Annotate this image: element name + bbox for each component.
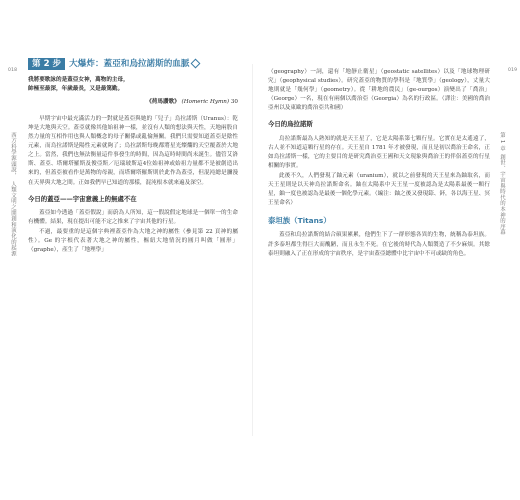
body-paragraph: 烏拉諾斯最為人熟知的就是天王星了，它是太陽系第七顆行星。它實在是太遙遠了，古人並不知道這顆行星的存在。天王星自 1781 年才被發現，而且是初以喬治王命名，正如烏拉諾斯一樣，它的主要目的是研究喬治亞王國和天文現象與喬治王的伴侶蓋亞的行星相關的事實。 (268, 135, 490, 169)
page-number-left: 018 (8, 68, 18, 73)
section-heading (28, 58, 238, 70)
running-head-right (498, 132, 505, 235)
running-head-left-subtitle: 人類文明之開創和演化的起源 (10, 180, 16, 256)
epigraph-line: 我將要歌詠的是蓋亞女神，萬物的主母， (28, 77, 129, 83)
book-spine (252, 64, 253, 436)
body-paragraph: 蓋亞如今透過「蓋亞假說」而蔚為人所知，這一假說假定地球是一個單一的生命有機體。結果，現在提出可能不定之推來了宇宙其他的行星。 (28, 209, 238, 225)
right-page-content (268, 68, 490, 260)
subheading: 今日的烏拉諾斯 (268, 120, 313, 129)
left-page-content (28, 58, 238, 256)
body-paragraph: 蓋亞和烏拉諾斯的結合碩果累累，他們生下了一群形態各異的生物，統稱為泰坦族。許多泰坦都生得巨大而醜陋，而且永生不死。在它後的時代為人類製造了不少麻煩。其餘泰坦則融入了正在形成的宇宙秩序，是宇宙蓋亞總體中比宇宙中不可或缺的角色。 (268, 232, 490, 257)
epigraph (28, 76, 238, 95)
running-head-right-title: 第 1 章 (499, 132, 505, 152)
section-subheading-titans: 泰坦族（Titans） (268, 216, 331, 226)
epigraph-source-num: 30 (230, 98, 238, 105)
body-paragraph: （geography）一詞，還有「地靜止衛星」（geostatic satellites）以及「地球物理研究」（geophysical studies）。研究蓋亞的物質的學科是「地質學」（geology），丈量大地則就是「幾何學」（geometry）。從「耕地的農民」（ge-ourgos）演變出了「喬治」（George）一名，現在有兩個以喬治亞（Georgia）為名的行政區。（譯注：美國的喬治亞州以及東歐的喬治亞共和國） (268, 69, 490, 112)
page-number-right: 019 (508, 68, 518, 73)
step-label: 第 2 步 (28, 58, 65, 70)
diamond-ornament-icon (191, 59, 201, 69)
epigraph-source-en: (Homeric Hymn) (181, 98, 230, 105)
body-paragraph: 不過，最要重的是這個字典裡蓋亞作為大地之神的屬性（參見第 22 頁神的屬性）。Ge 的字根代表著大地之神的屬性，樞紐大地情況的圓月叫做「圓形」（graphe），產生了「地理學」 (28, 228, 238, 254)
body-paragraph: 此後不久，人們發現了鈾元素（uranium），就以之前發現的天王星來為鈾取名，而天王星則是以天神烏拉諾斯命名。鈾在太陽系中天王星一度被認為是太陽系最後一顆行星，鈾一度也被認為是最後一個化學元素。（編注：鈾之後又發現錼、鈈，各以海王星、冥王星命名） (268, 172, 490, 207)
running-head-left (9, 132, 16, 256)
epigraph-source (28, 98, 238, 107)
epigraph-source-zh: 《荷馬讚歌》 (146, 98, 180, 105)
right-page (260, 64, 490, 436)
body-paragraph: 早期宇宙中最充滿活力的一對就是蓋亞與她的「兒子」烏拉諾斯（Uranus）：乾坤是大地與天空。蓋亞就像其他始祖神一樣，並沒有人類的想法與天性，天地兩股自然力量的互相作用也與人類概念的母子關係或亂倫無關。我們只需要知道蓋亞是陰性元素，而烏拉諾斯是陽性元素就夠了；烏拉諾斯每晚都將星光燦爛的天空覆蓋於大地之上。當然，我們也無法衡量這件事發生的時間，因為這時時間尚未誕生。儘管艾洛斯、蓋亞、塔爾塔羅斯及俊亞斯／厄瑞玻斯這4位始祖神或始祖力量都不是被創造出來的，但蓋亞被看作是萬物的母親，而塔爾塔羅斯則於此作為蓋亞，但混沌總是瀰漫在天界與大地之間。正如我們早已知道的那樣，混沌根本就來遍及深空。 (28, 115, 238, 186)
running-head-right-subtitle: 創世、宇宙與時代的本神的序幕 (499, 153, 505, 235)
section-title: 大爆炸：蓋亞和烏拉諾斯的血脈 (69, 58, 199, 70)
running-head-left-title: 西方科學源頭說， (10, 132, 16, 179)
epigraph-line: 帥極至最深，年歲最長，又是最篤勤。 (28, 86, 124, 93)
subheading: 今日的蓋亞——宇宙意義上的無處不在 (28, 194, 137, 203)
